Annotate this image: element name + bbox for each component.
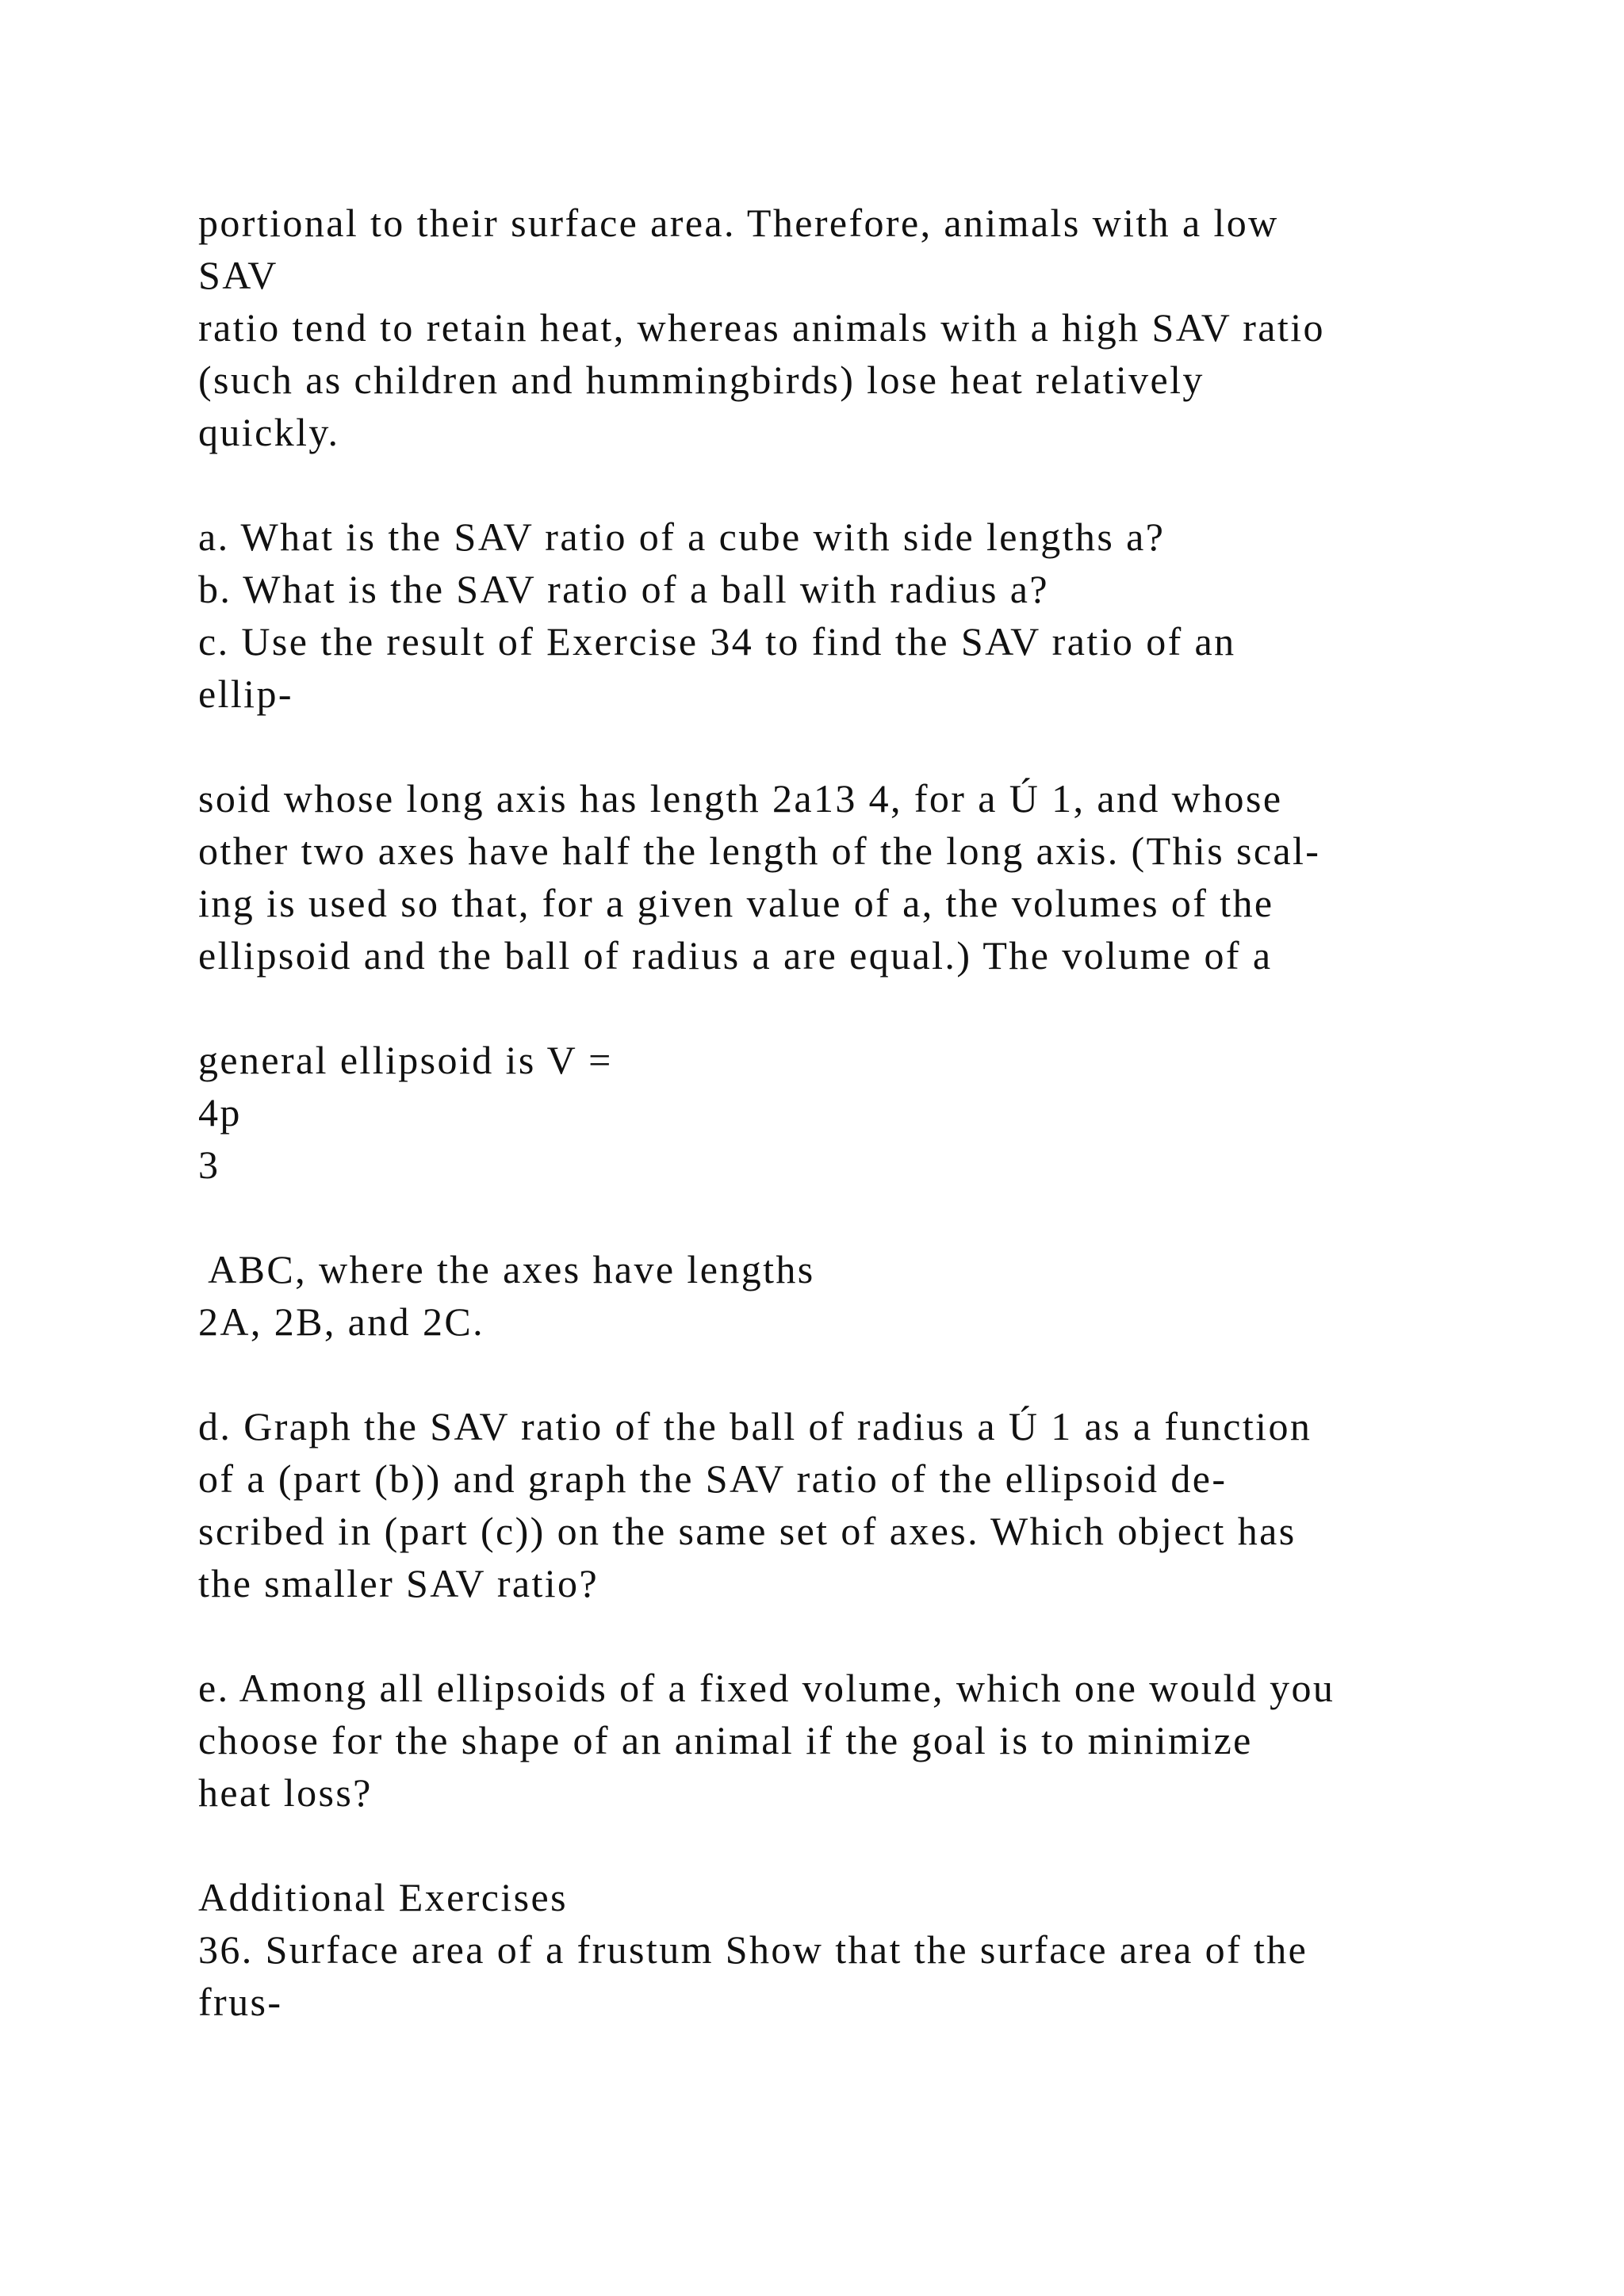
- text-line: ratio tend to retain heat, whereas animals with a high SAV ratio: [198, 305, 1325, 350]
- text-line: other two axes have half the length of the long axis. (This scal-: [198, 828, 1321, 873]
- text-line: b. What is the SAV ratio of a ball with radius a?: [198, 567, 1049, 611]
- text-line: heat loss?: [198, 1770, 373, 1815]
- text-line: 36. Surface area of a frustum Show that the surface area of the: [198, 1927, 1308, 1972]
- text-line: ABC, where the axes have lengths: [198, 1247, 815, 1292]
- text-line: ellipsoid and the ball of radius a are equal.) The volume of a: [198, 933, 1273, 978]
- text-line: e. Among all ellipsoids of a fixed volume, which one would you: [198, 1666, 1335, 1710]
- text-line: quickly.: [198, 410, 340, 454]
- text-line: 2A, 2B, and 2C.: [198, 1299, 485, 1344]
- text-line: 3: [198, 1142, 220, 1187]
- text-line: SAV: [198, 253, 278, 297]
- text-line: portional to their surface area. Therefore, animals with a low: [198, 201, 1279, 245]
- text-line: general ellipsoid is V =: [198, 1038, 613, 1082]
- section-heading: Additional Exercises: [198, 1875, 568, 1919]
- text-line: ing is used so that, for a given value of a, the volumes of the: [198, 881, 1274, 925]
- text-line: d. Graph the SAV ratio of the ball of radius a Ú 1 as a function: [198, 1404, 1312, 1448]
- text-line: the smaller SAV ratio?: [198, 1561, 599, 1605]
- text-line: choose for the shape of an animal if the goal is to minimize: [198, 1718, 1253, 1762]
- text-line: a. What is the SAV ratio of a cube with side lengths a?: [198, 515, 1166, 559]
- text-line: 4p: [198, 1090, 242, 1135]
- text-line: frus-: [198, 1980, 283, 2024]
- text-line: ellip-: [198, 672, 293, 716]
- text-line: soid whose long axis has length 2a13 4, for a Ú 1, and whose: [198, 776, 1283, 821]
- text-line: scribed in (part (c)) on the same set of axes. Which object has: [198, 1509, 1297, 1553]
- text-line: of a (part (b)) and graph the SAV ratio of the ellipsoid de-: [198, 1456, 1228, 1501]
- text-line: c. Use the result of Exercise 34 to find the SAV ratio of an: [198, 619, 1236, 664]
- text-line: (such as children and hummingbirds) lose heat relatively: [198, 358, 1205, 402]
